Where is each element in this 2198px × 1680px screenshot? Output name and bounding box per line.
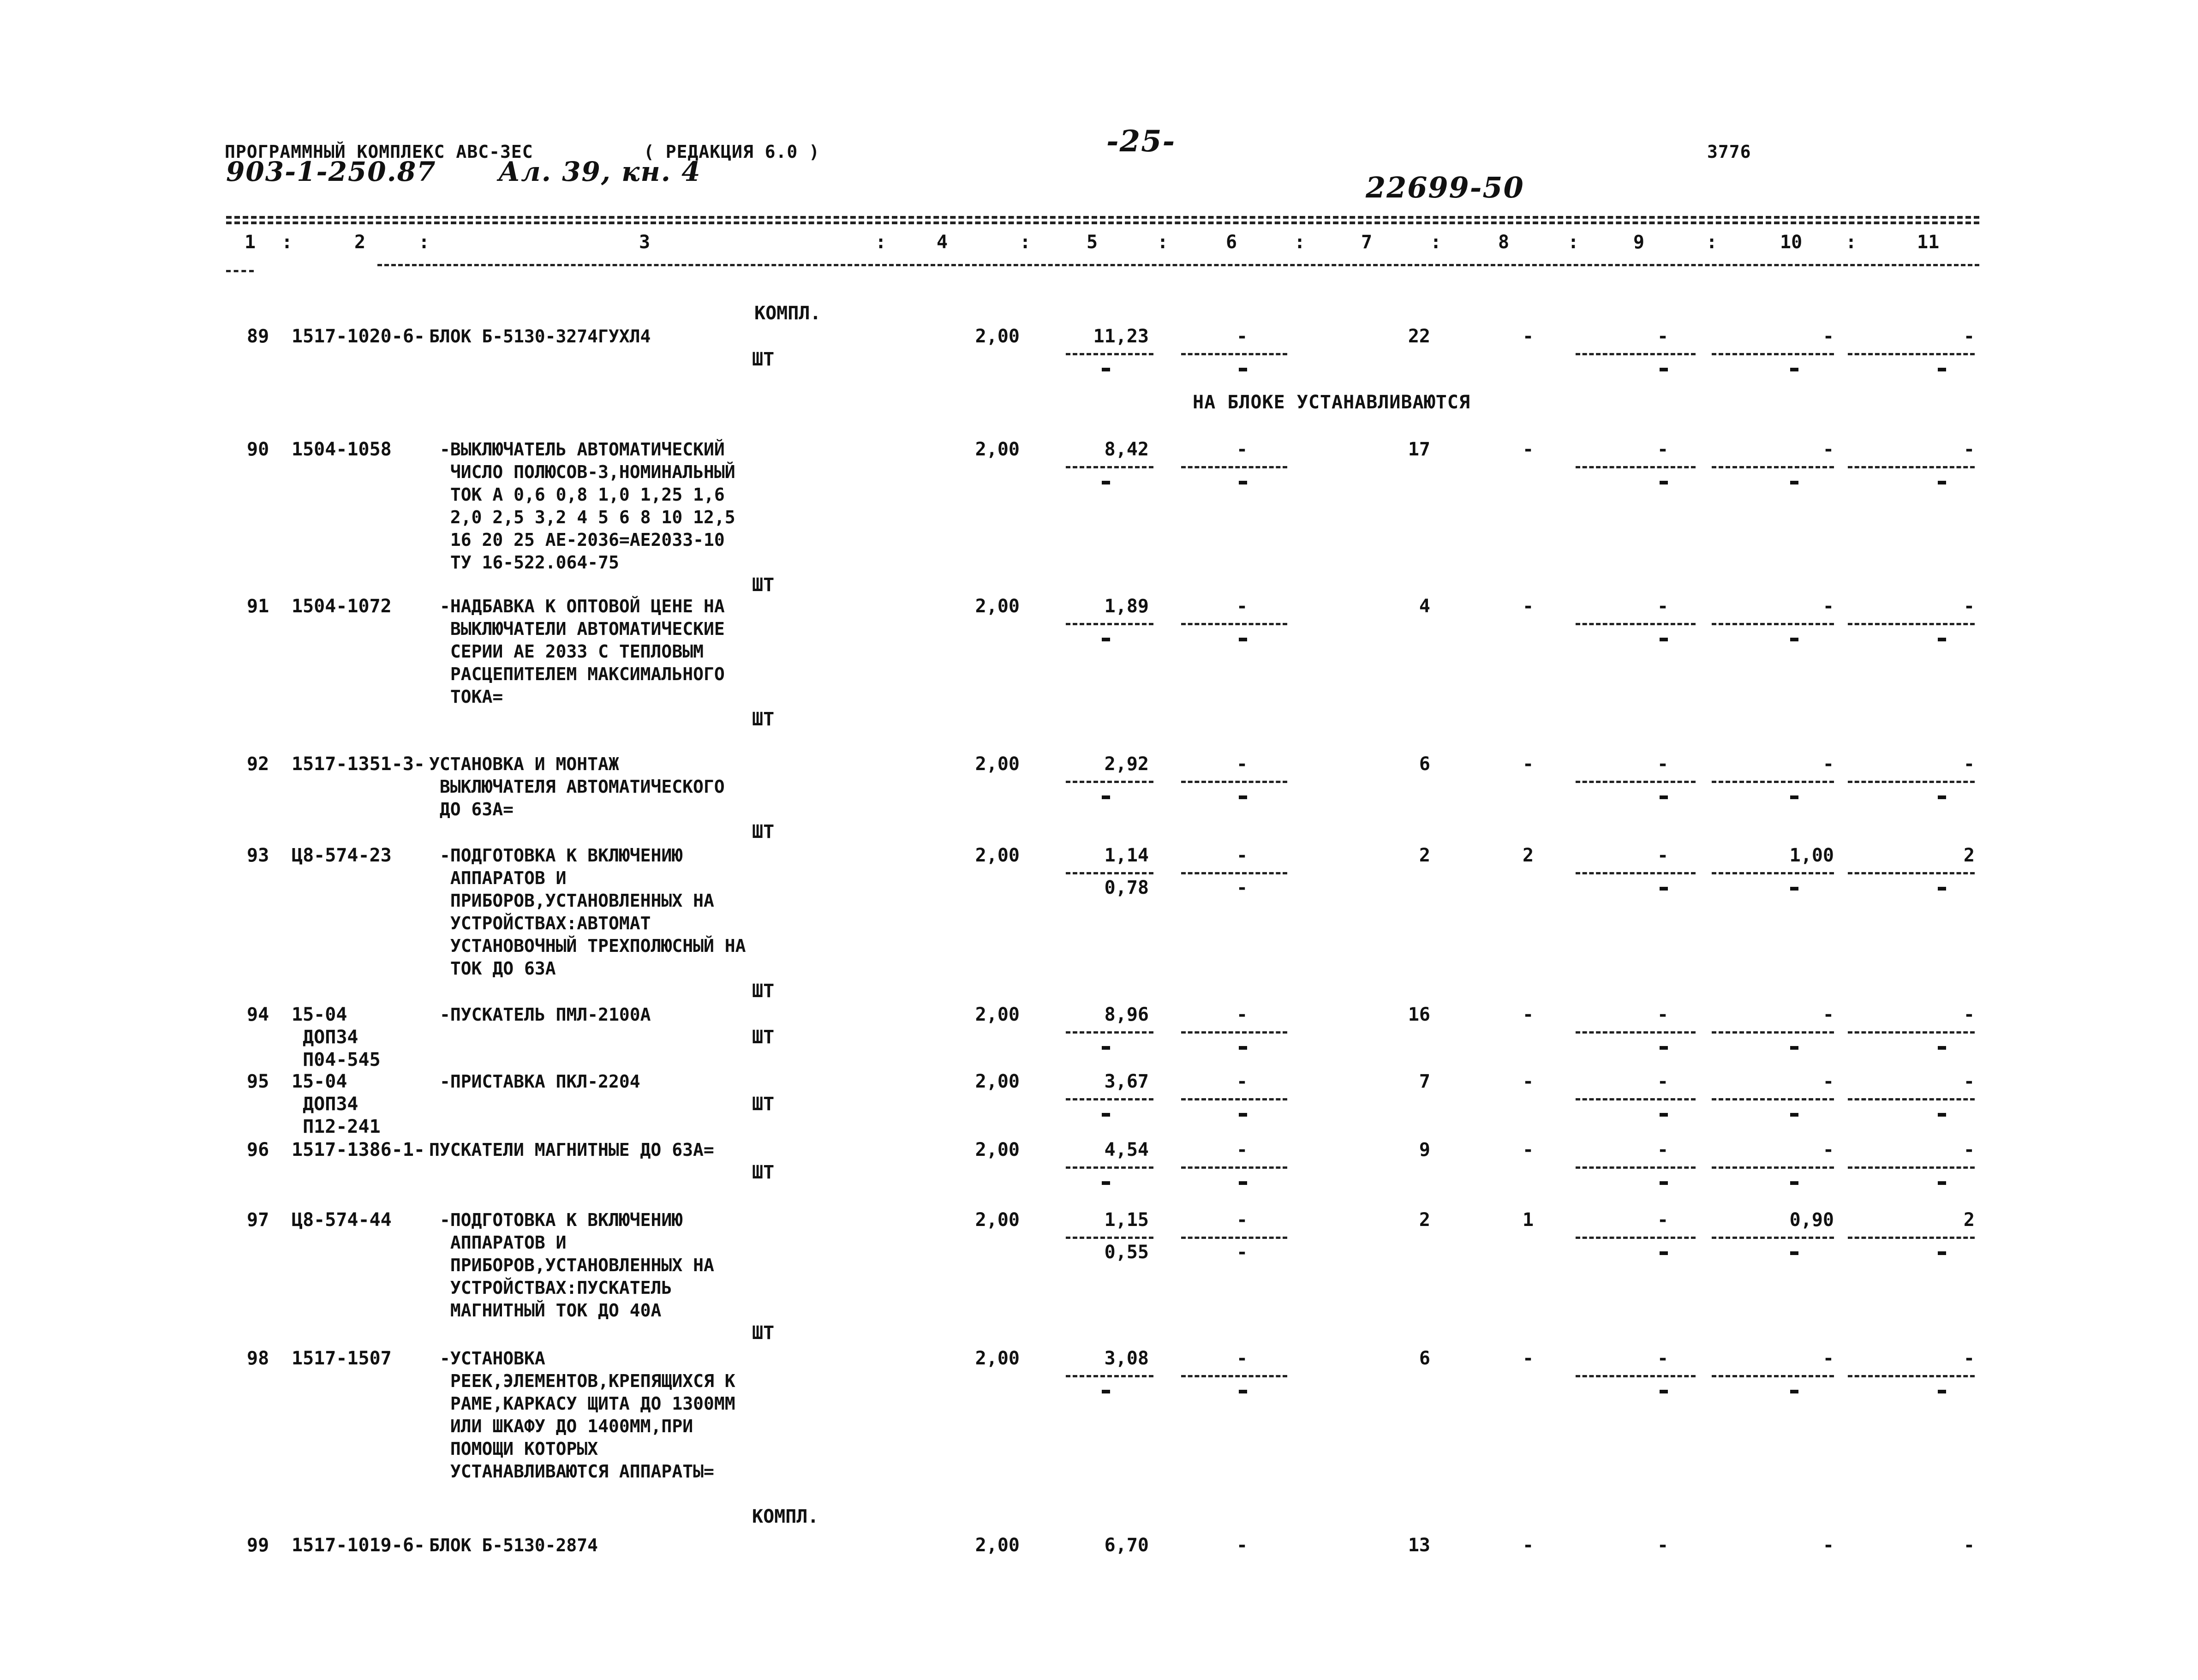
cell-col4: 2,00 xyxy=(975,1071,1020,1092)
dashed-underline xyxy=(1848,1237,1975,1239)
dashed-underline xyxy=(1712,1031,1834,1034)
row-unit: КОМПЛ. xyxy=(752,1506,819,1527)
column-separator: : xyxy=(1430,232,1442,253)
dash-mark xyxy=(1102,1181,1110,1185)
cell-col10: - xyxy=(1822,1071,1834,1092)
dash-mark xyxy=(1790,1390,1798,1393)
dashed-underline xyxy=(1181,623,1287,625)
column-separator: : xyxy=(1706,232,1718,253)
cell-col8: - xyxy=(1523,1535,1534,1556)
cell-col6: - xyxy=(1236,1348,1248,1369)
cell-col9: - xyxy=(1657,1139,1669,1160)
row-number: 97 xyxy=(247,1209,269,1231)
cell-col6: - xyxy=(1236,1535,1248,1556)
cell-col7: 7 xyxy=(1419,1071,1430,1092)
column-separator: : xyxy=(281,232,293,253)
dash-mark xyxy=(1239,481,1247,484)
cell-col6-sub: - xyxy=(1236,1242,1248,1263)
dash-mark xyxy=(1660,795,1668,799)
cell-col11: - xyxy=(1963,596,1975,617)
column-separator: : xyxy=(1157,232,1169,253)
dash-mark xyxy=(1938,1251,1946,1255)
cell-col10: - xyxy=(1822,753,1834,775)
row-number: 90 xyxy=(247,439,269,460)
column-number: 6 xyxy=(1226,232,1237,253)
dashed-underline xyxy=(1712,872,1834,874)
dash-mark xyxy=(1790,887,1798,891)
cell-col10: - xyxy=(1822,1348,1834,1369)
cell-col7: 17 xyxy=(1408,439,1430,460)
program-title: ПРОГРАММНЫЙ КОМПЛЕКС АВС-ЗЕС xyxy=(225,142,533,162)
column-number: 5 xyxy=(1087,232,1098,253)
cell-col10: 0,90 xyxy=(1789,1209,1834,1231)
doc-number: 3776 xyxy=(1707,142,1751,162)
cell-col10: - xyxy=(1822,596,1834,617)
edition-label: ( РЕДАКЦИЯ 6.0 ) xyxy=(644,142,820,162)
cell-col8: - xyxy=(1523,326,1534,347)
cell-col9: - xyxy=(1657,1348,1669,1369)
cell-col8: 1 xyxy=(1523,1209,1534,1231)
cell-col10: - xyxy=(1822,1139,1834,1160)
row-unit: ШТ xyxy=(752,349,775,370)
dash-mark xyxy=(1239,368,1247,371)
dash-mark xyxy=(1938,1390,1946,1393)
dash-mark xyxy=(1239,1181,1247,1185)
cell-col8: - xyxy=(1523,596,1534,617)
dash-mark xyxy=(1938,1113,1946,1117)
dashed-underline xyxy=(1181,1031,1287,1034)
header-rule-bottom xyxy=(377,264,1979,266)
handwritten-ref: 903-1-250.87 xyxy=(226,156,436,187)
dashed-underline xyxy=(1066,1098,1153,1100)
dashed-underline xyxy=(1848,1375,1975,1377)
dash-mark xyxy=(1239,1046,1247,1050)
dash-mark xyxy=(1660,368,1668,371)
cell-col9: - xyxy=(1657,1209,1669,1231)
cell-col7: 16 xyxy=(1408,1004,1430,1025)
dash-mark xyxy=(1102,481,1110,484)
dash-mark xyxy=(1102,1390,1110,1393)
row-code: 1517-1020-6- xyxy=(292,326,425,347)
cell-col8: - xyxy=(1523,1139,1534,1160)
column-separator: : xyxy=(418,232,430,253)
cell-col7: 4 xyxy=(1419,596,1430,617)
row-number: 96 xyxy=(247,1139,269,1160)
cell-col4: 2,00 xyxy=(975,326,1020,347)
dashed-underline xyxy=(1181,353,1287,355)
row-number: 89 xyxy=(247,326,269,347)
cell-col4: 2,00 xyxy=(975,1348,1020,1369)
row-description: -УСТАНОВКА РЕЕК,ЭЛЕМЕНТОВ,КРЕПЯЩИХСЯ К РАМЕ,КАРКАСУ ЩИТА ДО 1300ММ ИЛИ ШКАФУ ДО 1400ММ,ПРИ ПОМОЩИ КОТОРЫХ УСТАНАВЛИВАЮТСЯ АППАРАТЫ= xyxy=(440,1348,735,1482)
cell-col6: - xyxy=(1236,1139,1248,1160)
cell-col7: 2 xyxy=(1419,1209,1430,1231)
row-unit: ШТ xyxy=(752,821,775,843)
cell-col9: - xyxy=(1657,1071,1669,1092)
cell-col4: 2,00 xyxy=(975,1139,1020,1160)
dash-mark xyxy=(1660,1390,1668,1393)
dashed-underline xyxy=(1066,1375,1153,1377)
dash-mark xyxy=(1102,1113,1110,1117)
cell-col6: - xyxy=(1236,1004,1248,1025)
dashed-underline xyxy=(1066,1166,1153,1169)
dashed-underline xyxy=(1712,623,1834,625)
dashed-underline xyxy=(1712,466,1834,468)
dash-mark xyxy=(1790,481,1798,484)
row-unit: ШТ xyxy=(752,980,775,1002)
dashed-underline xyxy=(1712,1237,1834,1239)
row-description: -ПРИСТАВКА ПКЛ-2204 xyxy=(440,1071,640,1092)
header-rule-top-2 xyxy=(226,221,1979,224)
dashed-underline xyxy=(1848,1098,1975,1100)
column-number: 10 xyxy=(1780,232,1803,253)
cell-col9: - xyxy=(1657,845,1669,866)
dashed-underline xyxy=(1712,1375,1834,1377)
cell-col11: - xyxy=(1963,1535,1975,1556)
cell-col11: - xyxy=(1963,1348,1975,1369)
column-separator: : xyxy=(1020,232,1031,253)
dashed-underline xyxy=(1576,1031,1696,1034)
row-code: 1504-1058 xyxy=(292,439,392,460)
dash-mark xyxy=(1938,1046,1946,1050)
row-description: УСТАНОВКА И МОНТАЖ ВЫКЛЮЧАТЕЛЯ АВТОМАТИЧЕСКОГО ДО 63А= xyxy=(429,754,725,819)
cell-col9: - xyxy=(1657,1004,1669,1025)
dash-mark xyxy=(1938,368,1946,371)
row-description: -ПОДГОТОВКА К ВКЛЮЧЕНИЮ АППАРАТОВ И ПРИБОРОВ,УСТАНОВЛЕННЫХ НА УСТРОЙСТВАХ:ПУСКАТЕЛЬ МАГНИТНЫЙ ТОК ДО 40А xyxy=(440,1210,714,1321)
dashed-underline xyxy=(1066,1237,1153,1239)
cell-col8: 2 xyxy=(1523,845,1534,866)
cell-col6-sub: - xyxy=(1236,877,1248,898)
dash-mark xyxy=(1790,1113,1798,1117)
dash-mark xyxy=(1790,1046,1798,1050)
dashed-underline xyxy=(1848,1166,1975,1169)
dashed-underline xyxy=(1181,1375,1287,1377)
cell-col7: 6 xyxy=(1419,753,1430,775)
row-code: Ц8-574-44 xyxy=(292,1209,392,1231)
cell-col5: 8,96 xyxy=(1104,1004,1149,1025)
row-code: 1517-1386-1- xyxy=(292,1139,425,1160)
dash-mark xyxy=(1660,1181,1668,1185)
dashed-underline xyxy=(1181,872,1287,874)
cell-col9: - xyxy=(1657,326,1669,347)
cell-col4: 2,00 xyxy=(975,596,1020,617)
dash-mark xyxy=(1239,1113,1247,1117)
cell-col10: - xyxy=(1822,1004,1834,1025)
cell-col11: 2 xyxy=(1963,1209,1975,1231)
dash-mark xyxy=(1938,481,1946,484)
dashed-underline xyxy=(1181,466,1287,468)
row-unit: ШТ xyxy=(752,574,775,596)
column-number: 11 xyxy=(1917,232,1940,253)
row-code: 15-04 ДОП34 П12-241 xyxy=(292,1071,381,1137)
cell-col6: - xyxy=(1236,439,1248,460)
dashed-underline xyxy=(1712,781,1834,783)
dashed-underline xyxy=(1712,353,1834,355)
cell-col7: 22 xyxy=(1408,326,1430,347)
dashed-underline xyxy=(1576,466,1696,468)
cell-col5: 1,15 xyxy=(1104,1209,1149,1231)
cell-col10: - xyxy=(1822,1535,1834,1556)
dashed-underline xyxy=(1576,1166,1696,1169)
dash-mark xyxy=(1239,1390,1247,1393)
cell-col9: - xyxy=(1657,439,1669,460)
cell-col6: - xyxy=(1236,1071,1248,1092)
cell-col9: - xyxy=(1657,596,1669,617)
cell-col9: - xyxy=(1657,1535,1669,1556)
dashed-underline xyxy=(1576,1237,1696,1239)
cell-col11: 2 xyxy=(1963,845,1975,866)
cell-col10: - xyxy=(1822,439,1834,460)
cell-col5: 1,89 xyxy=(1104,596,1149,617)
cell-col11: - xyxy=(1963,439,1975,460)
row-unit: ШТ xyxy=(752,1322,775,1344)
header-rule-stub xyxy=(226,270,254,272)
dash-mark xyxy=(1790,1181,1798,1185)
cell-col6: - xyxy=(1236,1209,1248,1231)
dashed-underline xyxy=(1712,1098,1834,1100)
cell-col8: - xyxy=(1523,1071,1534,1092)
column-separator: : xyxy=(1568,232,1579,253)
cell-col4: 2,00 xyxy=(975,753,1020,775)
column-number: 1 xyxy=(245,232,256,253)
cell-col6: - xyxy=(1236,753,1248,775)
cell-col11: - xyxy=(1963,1004,1975,1025)
dashed-underline xyxy=(1576,623,1696,625)
cell-col4: 2,00 xyxy=(975,1535,1020,1556)
row-description: -НАДБАВКА К ОПТОВОЙ ЦЕНЕ НА ВЫКЛЮЧАТЕЛИ АВТОМАТИЧЕСКИЕ СЕРИИ АЕ 2033 С ТЕПЛОВЫМ РАСЦЕПИТЕЛЕМ МАКСИМАЛЬНОГО ТОКА= xyxy=(440,596,725,707)
cell-col5: 1,14 xyxy=(1104,845,1149,866)
cell-col5: 6,70 xyxy=(1104,1535,1149,1556)
cell-col7: 2 xyxy=(1419,845,1430,866)
dashed-underline xyxy=(1181,1098,1287,1100)
cell-col10: - xyxy=(1822,326,1834,347)
page-number: -25- xyxy=(1106,124,1176,159)
cell-col10: 1,00 xyxy=(1789,845,1834,866)
dash-mark xyxy=(1790,638,1798,641)
cell-col7: 6 xyxy=(1419,1348,1430,1369)
column-separator: : xyxy=(1846,232,1857,253)
dashed-underline xyxy=(1848,1031,1975,1034)
cell-col5-sub: 0,78 xyxy=(1104,877,1149,898)
cell-col5: 8,42 xyxy=(1104,439,1149,460)
column-number: 9 xyxy=(1633,232,1645,253)
row-number: 91 xyxy=(247,596,269,617)
row-code: 1517-1351-3- xyxy=(292,753,425,775)
dashed-underline xyxy=(1066,872,1153,874)
dash-mark xyxy=(1938,887,1946,891)
dashed-underline xyxy=(1066,353,1153,355)
column-separator: : xyxy=(1294,232,1306,253)
dash-mark xyxy=(1790,1251,1798,1255)
dashed-underline xyxy=(1576,781,1696,783)
dash-mark xyxy=(1938,795,1946,799)
row-description: БЛОК Б-5130-2874 xyxy=(429,1535,598,1555)
dashed-underline xyxy=(1181,781,1287,783)
cell-col4: 2,00 xyxy=(975,1004,1020,1025)
row-unit: ШТ xyxy=(752,709,775,730)
row-description: БЛОК Б-5130-3274ГУХЛ4 xyxy=(429,326,651,347)
cell-col11: - xyxy=(1963,326,1975,347)
dashed-underline xyxy=(1066,466,1153,468)
dashed-underline xyxy=(1848,466,1975,468)
dash-mark xyxy=(1938,638,1946,641)
dash-mark xyxy=(1239,638,1247,641)
cell-col8: - xyxy=(1523,1004,1534,1025)
cell-col5: 11,23 xyxy=(1093,326,1149,347)
cell-col5: 2,92 xyxy=(1104,753,1149,775)
cell-col8: - xyxy=(1523,753,1534,775)
row-unit: ШТ xyxy=(752,1162,775,1183)
dashed-underline xyxy=(1848,353,1975,355)
cell-col6: - xyxy=(1236,326,1248,347)
handwritten-sheet: Ал. 39, кн. 4 xyxy=(498,156,701,187)
dash-mark xyxy=(1239,795,1247,799)
dash-mark xyxy=(1102,1046,1110,1050)
dashed-underline xyxy=(1066,623,1153,625)
cell-col11: - xyxy=(1963,753,1975,775)
row-code: 15-04 ДОП34 П04-545 xyxy=(292,1004,381,1070)
cell-col4: 2,00 xyxy=(975,439,1020,460)
dash-mark xyxy=(1660,1113,1668,1117)
dashed-underline xyxy=(1066,781,1153,783)
cell-col5: 4,54 xyxy=(1104,1139,1149,1160)
cell-col4: 2,00 xyxy=(975,845,1020,866)
row-description: -ПОДГОТОВКА К ВКЛЮЧЕНИЮ АППАРАТОВ И ПРИБОРОВ,УСТАНОВЛЕННЫХ НА УСТРОЙСТВАХ:АВТОМАТ УСТАНОВОЧНЫЙ ТРЕХПОЛЮСНЫЙ НА ТОК ДО 63А xyxy=(440,845,746,979)
cell-col5-sub: 0,55 xyxy=(1104,1242,1149,1263)
cell-col7: 9 xyxy=(1419,1139,1430,1160)
dashed-underline xyxy=(1576,353,1696,355)
dashed-underline xyxy=(1576,1098,1696,1100)
dash-mark xyxy=(1102,795,1110,799)
section-note: НА БЛОКЕ УСТАНАВЛИВАЮТСЯ xyxy=(1193,392,1470,413)
cell-col5: 3,08 xyxy=(1104,1348,1149,1369)
dashed-underline xyxy=(1181,1237,1287,1239)
dash-mark xyxy=(1790,795,1798,799)
cell-col8: - xyxy=(1523,439,1534,460)
row-code: 1517-1507 xyxy=(292,1348,392,1369)
row-unit: ШТ xyxy=(752,1027,775,1048)
cell-col4: 2,00 xyxy=(975,1209,1020,1231)
cell-col5: 3,67 xyxy=(1104,1071,1149,1092)
dash-mark xyxy=(1660,481,1668,484)
column-number: 4 xyxy=(937,232,948,253)
dashed-underline xyxy=(1848,623,1975,625)
row-number: 95 xyxy=(247,1071,269,1092)
row-description: -ВЫКЛЮЧАТЕЛЬ АВТОМАТИЧЕСКИЙ ЧИСЛО ПОЛЮСОВ-3,НОМИНАЛЬНЫЙ ТОК А 0,6 0,8 1,0 1,25 1,6 2,0 2,5 3,2 4 5 6 8 10 12,5 16 20 25 АЕ-2036=АЕ2033-10 ТУ 16-522.064-75 xyxy=(440,439,735,573)
column-separator: : xyxy=(875,232,887,253)
dash-mark xyxy=(1790,368,1798,371)
stamp-number: 22699-50 xyxy=(1366,171,1524,204)
dash-mark xyxy=(1660,1046,1668,1050)
column-number: 3 xyxy=(639,232,651,253)
header-rule-top-1 xyxy=(226,216,1979,219)
dash-mark xyxy=(1102,638,1110,641)
row-description: -ПУСКАТЕЛЬ ПМЛ-2100А xyxy=(440,1004,651,1025)
dash-mark xyxy=(1102,368,1110,371)
row-number: 93 xyxy=(247,845,269,866)
column-number: 2 xyxy=(354,232,366,253)
column-number: 8 xyxy=(1498,232,1510,253)
cell-col6: - xyxy=(1236,596,1248,617)
dash-mark xyxy=(1938,1181,1946,1185)
dashed-underline xyxy=(1848,872,1975,874)
cell-col8: - xyxy=(1523,1348,1534,1369)
row-code: 1504-1072 xyxy=(292,596,392,617)
cell-col7: 13 xyxy=(1408,1535,1430,1556)
dashed-underline xyxy=(1066,1031,1153,1034)
row-number: 99 xyxy=(247,1535,269,1556)
row-code: 1517-1019-6- xyxy=(292,1535,425,1556)
dashed-underline xyxy=(1576,872,1696,874)
dashed-underline xyxy=(1848,781,1975,783)
row-number: 94 xyxy=(247,1004,269,1025)
row-unit-above: КОМПЛ. xyxy=(754,303,821,324)
cell-col11: - xyxy=(1963,1071,1975,1092)
row-number: 98 xyxy=(247,1348,269,1369)
dashed-underline xyxy=(1576,1375,1696,1377)
cell-col6: - xyxy=(1236,845,1248,866)
dash-mark xyxy=(1660,887,1668,891)
dash-mark xyxy=(1660,1251,1668,1255)
cell-col11: - xyxy=(1963,1139,1975,1160)
row-number: 92 xyxy=(247,753,269,775)
column-number: 7 xyxy=(1361,232,1373,253)
cell-col9: - xyxy=(1657,753,1669,775)
row-code: Ц8-574-23 xyxy=(292,845,392,866)
dashed-underline xyxy=(1181,1166,1287,1169)
row-unit: ШТ xyxy=(752,1094,775,1115)
dash-mark xyxy=(1660,638,1668,641)
row-description: ПУСКАТЕЛИ МАГНИТНЫЕ ДО 63А= xyxy=(429,1140,714,1160)
dashed-underline xyxy=(1712,1166,1834,1169)
